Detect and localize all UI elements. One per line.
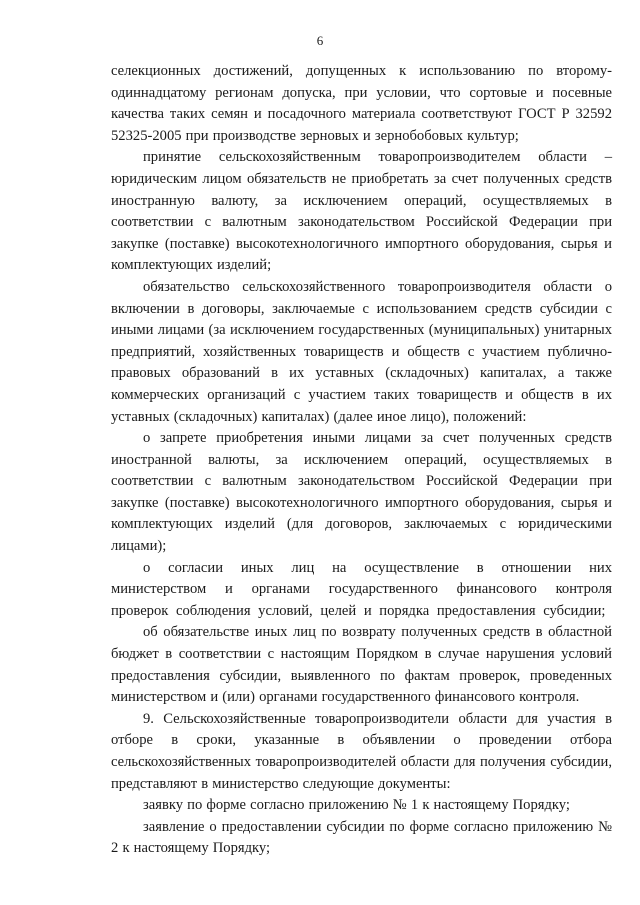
paragraph-contract-inclusion: обязательство сельскохозяйственного товаропроизводителя области о включении в договоры, заключаемые с использованием средств субсидии с иными лицами (за исключением государственных (муниципальных) унитарных предприятий, хозяйственных товариществ и обществ с участием публично-правовых образований в их уставных (складочных) капиталах, а также коммерческих организаций с участием таких товариществ и обществ в их уставных (складочных) капиталах) (далее иное лицо), положений: bbox=[111, 278, 612, 425]
paragraph-currency-ban: о запрете приобретения иными лицами за счет полученных средств иностранной валюты, за исключением операций, осуществляемых в соответствии с валютным законодательством Российской Федерации при закупке (поставке) высокотехнологичного импортного оборудования, сырья и комплектующих изделий (для договоров, заключаемых с юридическими лицами); bbox=[111, 430, 612, 555]
paragraph-refund-obligation: об обязательстве иных лиц по возврату полученных средств в областной бюджет в соответствии с настоящим Порядком в случае нарушения условий предоставления субсидии, выявленного по фактам проверок, проведенных министерством и (или) органами государственного финансового контроля. bbox=[111, 624, 612, 706]
paragraph-currency-obligation: принятие сельскохозяйственным товаропроизводителем области – юридическим лицом обязательств не приобретать за счет полученных средств иностранную валюту, за исключением операций, осуществляемых в соответствии с валютным законодательством Российской Федерации при закупке (поставке) высокотехнологичного импортного оборудования, сырья и комплектующих изделий; bbox=[111, 149, 612, 274]
document-body bbox=[111, 61, 612, 860]
paragraph-subsidy-request: заявление о предоставлении субсидии по форме согласно приложению № 2 к настоящему Порядку; bbox=[111, 818, 612, 857]
paragraph-inspection-consent: о согласии иных лиц на осуществление в отношении них министерством и органами государственного финансового контроля проверок соблюдения условий, целей и порядка предоставления субсидии; bbox=[111, 559, 612, 619]
page-number: 6 bbox=[316, 33, 324, 48]
paragraph-seed-quality: селекционных достижений, допущенных к использованию по второму-одиннадцатому регионам допуска, при условии, что сортовые и посевные качества таких семян и посадочного материала соответствуют ГОСТ Р 32592 52325-2005 при производстве зерновых и зернобобовых культур; bbox=[111, 63, 612, 144]
paragraph-section-9: 9. Сельскохозяйственные товаропроизводители области для участия в отборе в сроки, указанные в объявлении о проведении отбора сельскохозяйственных товаропроизводителей области для получения субсидии, представляют в министерство следующие документы: bbox=[111, 710, 612, 792]
paragraph-application-form: заявку по форме согласно приложению № 1 к настоящему Порядку; bbox=[143, 797, 570, 814]
